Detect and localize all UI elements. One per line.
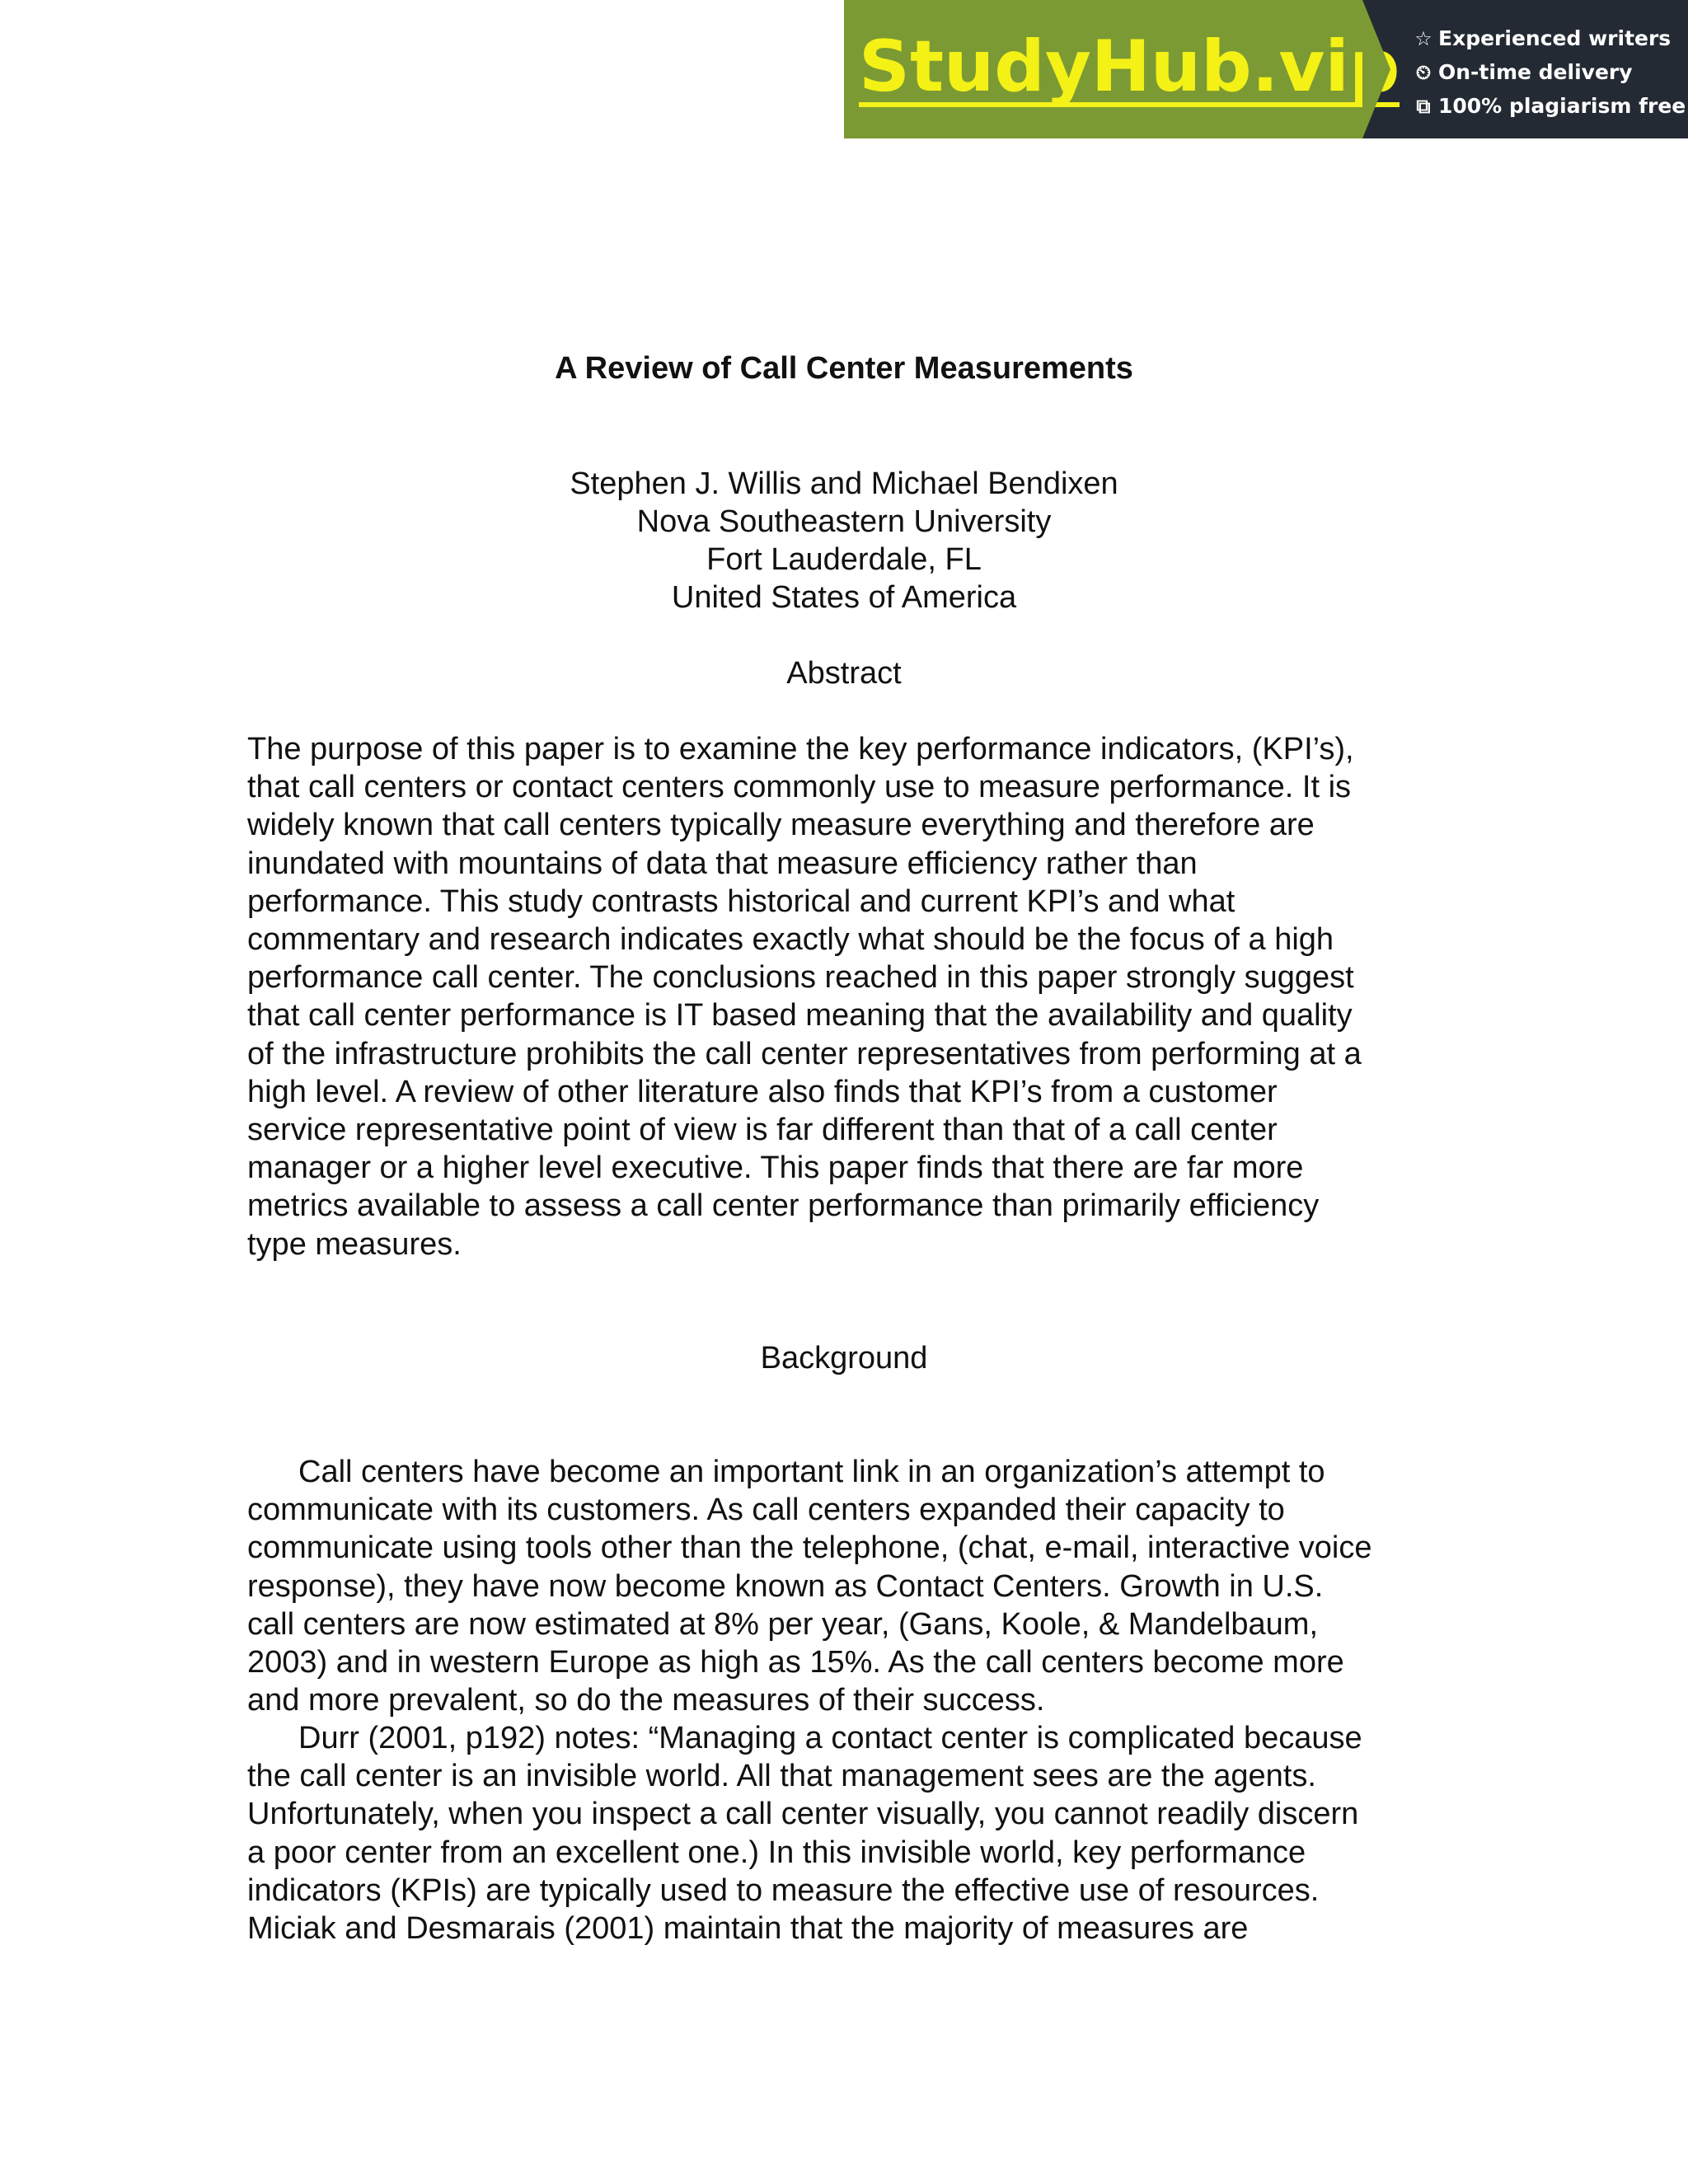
copy-icon: ⧉ [1416, 94, 1431, 118]
feature-item-plagiarism [1412, 89, 1688, 123]
abstract-line: type measures. [247, 1226, 462, 1262]
paragraph-line: a poor center from an excellent one.) In this invisible world, key performance [247, 1835, 1306, 1870]
abstract-line: metrics available to assess a call center performance than primarily efficiency [247, 1188, 1320, 1224]
author-country: United States of America [671, 580, 1017, 615]
paragraph-line: Durr (2001, p192) notes: “Managing a contact center is complicated because [298, 1721, 1362, 1755]
brand-panel [844, 0, 1400, 138]
abstract-line: that call centers or contact centers commonly use to measure performance. It is [247, 770, 1352, 805]
clock-icon: ⏲ [1415, 60, 1432, 84]
studyhub-banner[interactable] [844, 0, 1688, 138]
author-block [0, 465, 1688, 616]
author-affiliation: Nova Southeastern University [636, 504, 1052, 539]
feature-list [1362, 0, 1688, 138]
paragraph-line: Call centers have become an important link in an organization’s attempt to [298, 1455, 1325, 1489]
feature-label: 100% plagiarism free [1438, 94, 1686, 118]
background-paragraph-2 [247, 1719, 1451, 1947]
abstract-line: widely known that call centers typically measure everything and therefore are [247, 808, 1315, 843]
paragraph-line: Unfortunately, when you inspect a call center visually, you cannot readily discern [247, 1797, 1359, 1832]
abstract-line: performance call center. The conclusions reached in this paper strongly suggest [247, 960, 1354, 996]
paragraph-line: indicators (KPIs) are typically used to measure the effective use of resources. [247, 1872, 1320, 1908]
abstract-line: service representative point of view is far different than that of a call center [247, 1113, 1278, 1148]
abstract-line: of the infrastructure prohibits the call center representatives from performing at a [247, 1036, 1362, 1071]
abstract-line: commentary and research indicates exactly what should be the focus of a high [247, 922, 1334, 958]
abstract-line: performance. This study contrasts historical and current KPI’s and what [247, 883, 1236, 919]
paragraph-line: and more prevalent, so do the measures of their success. [247, 1683, 1045, 1718]
star-icon: ☆ [1414, 26, 1432, 50]
author-names: Stephen J. Willis and Michael Bendixen [570, 466, 1118, 501]
feature-label: Experienced writers [1438, 26, 1672, 50]
feature-item-writers [1412, 21, 1688, 55]
paragraph-line: the call center is an invisible world. All that management sees are the agents. [247, 1759, 1316, 1794]
paragraph-line: Miciak and Desmarais (2001) maintain that the majority of measures are [247, 1911, 1249, 1947]
abstract-line: manager or a higher level executive. This paper finds that there are far more [247, 1151, 1304, 1186]
paragraph-line: communicate using tools other than the telephone, (chat, e-mail, interactive voice [247, 1530, 1372, 1566]
abstract-text [247, 730, 1451, 1263]
paragraph-line: response), they have now become known as Contact Centers. Growth in U.S. [247, 1568, 1324, 1604]
feature-label: On-time delivery [1438, 60, 1633, 84]
abstract-heading: Abstract [786, 656, 902, 691]
paragraph-line: 2003) and in western Europe as high as 15%. As the call centers become more [247, 1645, 1344, 1680]
brand-logo-text: StudyHub.vip [859, 26, 1400, 108]
author-city: Fort Lauderdale, FL [706, 542, 982, 577]
abstract-line: The purpose of this paper is to examine the key performance indicators, (KPI’s), [247, 732, 1354, 766]
abstract-line: that call center performance is IT based meaning that the availability and quality [247, 998, 1353, 1033]
paragraph-line: communicate with its customers. As call centers expanded their capacity to [247, 1493, 1285, 1528]
feature-item-delivery [1412, 55, 1688, 89]
background-heading: Background [760, 1341, 928, 1376]
background-paragraph-1 [247, 1453, 1451, 1719]
abstract-line: high level. A review of other literature also finds that KPI’s from a customer [247, 1074, 1278, 1109]
abstract-line: inundated with mountains of data that measure efficiency rather than [247, 846, 1198, 881]
paper-title: A Review of Call Center Measurements [555, 351, 1133, 386]
paragraph-line: call centers are now estimated at 8% per year, (Gans, Koole, & Mandelbaum, [247, 1606, 1318, 1642]
